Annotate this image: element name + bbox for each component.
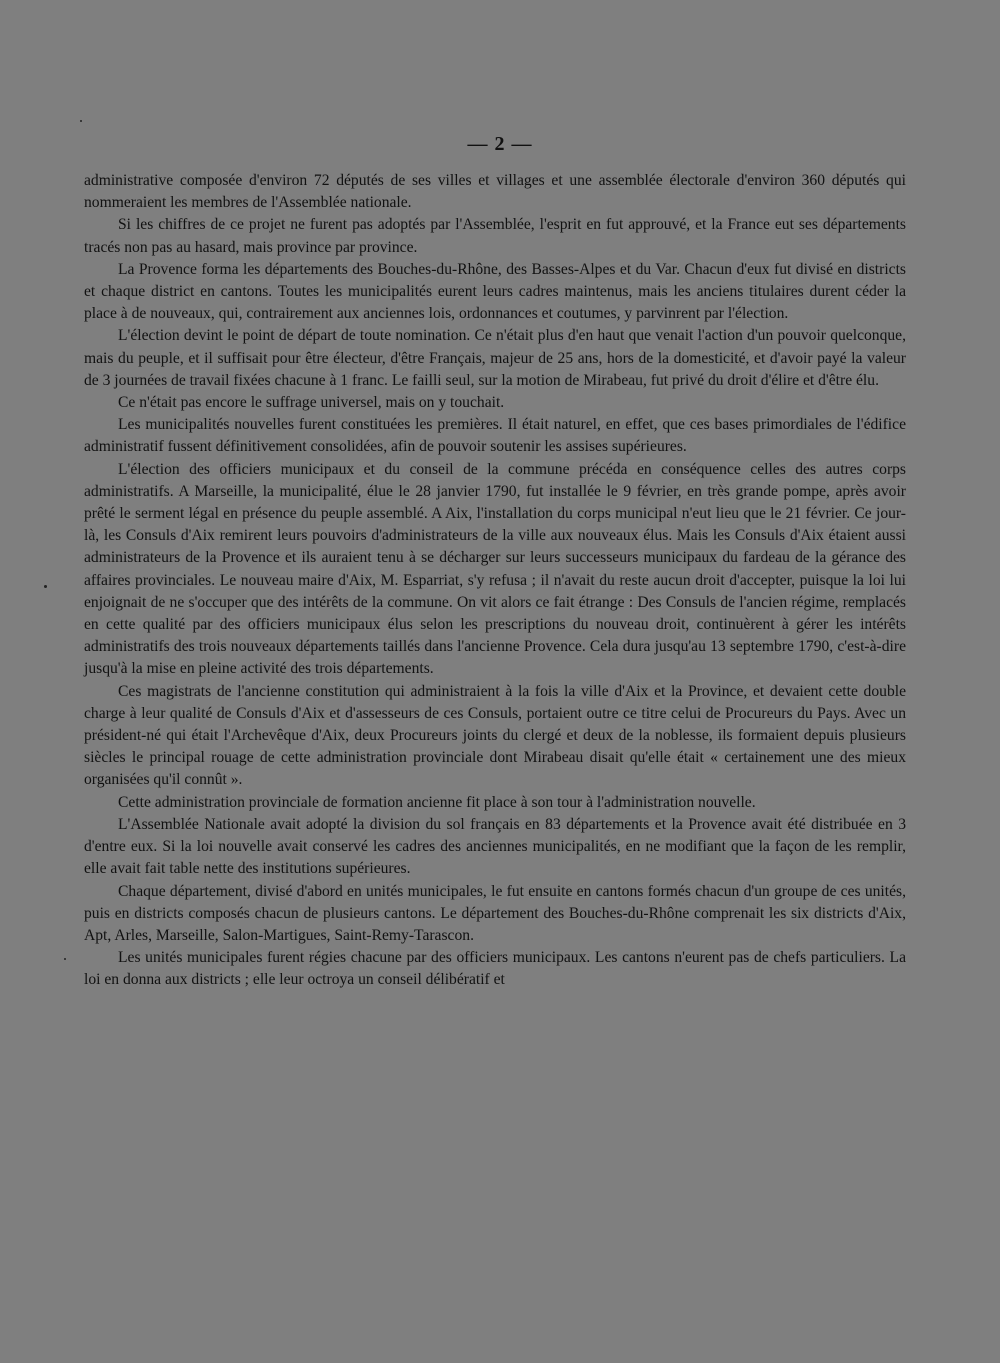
paragraph: L'élection des officiers municipaux et du conseil de la commune précéda en conséquence celles des autres corps administratifs. A Marseille, la municipalité, élue le 28 janvier 1790, fut installée le 9 février, en très grande pompe, après avoir prêté le serment légal en présence du peuple assemblé. A Aix, l'installation du corps municipal n'eut lieu que le 21 février. Ce jour-là, les Consuls d'Aix remirent leurs pouvoirs d'administrateurs de la ville aux nouveaux élus. Mais les Consuls d'Aix étaient aussi administrateurs de la Provence et ils auraient tenu à se décharger sur leurs successeurs municipaux du fardeau de la gérance des affaires provinciales. Le nouveau maire d'Aix, M. Esparriat, s'y refusa ; il n'avait du reste aucun droit d'accepter, puisque la loi lui enjoignait de ne s'occuper que des intérêts de la commune. On vit alors ce fait étrange : Des Consuls de l'ancien régime, remplacés en cette qualité par des officiers municipaux élus selon les prescriptions du nouveau droit, continuèrent à gérer les intérêts administratifs des trois nouveaux départements taillés dans l'ancienne Provence. Cela dura jusqu'au 13 septembre 1790, c'est-à-dire jusqu'à la mise en pleine activité des trois départements.: [84, 460, 906, 678]
page-number: — 2 —: [467, 133, 533, 155]
paragraph: La Provence forma les départements des Bouches-du-Rhône, des Basses-Alpes et du Var. Chacun d'eux fut divisé en districts et chaque district en cantons. Toutes les municipalités eurent leurs cadres maintenus, mais les anciens titulaires durent céder la place à de nouveaux, qui, contrairement aux anciennes lois, ordonnances et coutumes, y parvinrent par l'élection.: [84, 260, 906, 323]
scan-speck: [80, 120, 82, 122]
paragraph: L'élection devint le point de départ de toute nomination. Ce n'était plus d'en haut que venait l'action d'un pouvoir quelconque, mais du peuple, et il suffisait pour être électeur, d'être Français, majeur de 25 ans, hors de la domesticité, et d'avoir payé la valeur de 3 journées de travail fixées chacune à 1 franc. Le failli seul, sur la motion de Mirabeau, fut privé du droit d'élire et d'être élu.: [84, 327, 906, 389]
body-text: [84, 170, 906, 992]
scan-speck: [44, 585, 47, 588]
paragraph: Si les chiffres de ce projet ne furent pas adoptés par l'Assemblée, l'esprit en fut approuvé, et la France eut ses départements tracés non pas au hasard, mais province par province.: [84, 216, 906, 256]
paragraph: Cette administration provinciale de formation ancienne fit place à son tour à l'administration nouvelle.: [118, 793, 756, 811]
scan-speck: [64, 958, 66, 960]
paragraph: administrative composée d'environ 72 députés de ses villes et villages et une assemblée électorale d'environ 360 députés qui nommeraient les membres de l'Assemblée nationale.: [84, 172, 906, 212]
paragraph: Ces magistrats de l'ancienne constitution qui administraient à la fois la ville d'Aix et la Province, et devaient cette double charge à leur qualité de Consuls d'Aix et d'assesseurs de ces Consuls, portaient outre ce titre celui de Procureurs du Pays. Avec un président-né qui était l'Archevêque d'Aix, deux Procureurs joints du clergé et deux de la noblesse, ils formaient depuis plusieurs siècles le principal rouage de cette administration provinciale dont Mirabeau disait qu'elle était « certainement une des mieux organisées qu'il connût ».: [84, 682, 906, 789]
paragraph: Les unités municipales furent régies chacune par des officiers municipaux. Les cantons n'eurent pas de chefs particuliers. La loi en donna aux districts ; elle leur octroya un conseil délibératif et: [84, 949, 906, 989]
paragraph: Les municipalités nouvelles furent constituées les premières. Il était naturel, en effet, que ces bases primordiales de l'édifice administratif fussent définitivement consolidées, afin de pouvoir soutenir les assises supérieures.: [84, 416, 906, 456]
paragraph: L'Assemblée Nationale avait adopté la division du sol français en 83 départements et la Provence avait été distribuée en 3 d'entre eux. Si la loi nouvelle avait conservé les cadres des anciennes municipalités, en ne modifiant que la façon de les remplir, elle avait fait table nette des institutions supérieures.: [84, 815, 906, 878]
paragraph: Chaque département, divisé d'abord en unités municipales, le fut ensuite en cantons formés chacun d'un groupe de ces unités, puis en districts composés chacun de plusieurs cantons. Le département des Bouches-du-Rhône comprenait les six districts d'Aix, Apt, Arles, Marseille, Salon-Martigues, Saint-Remy-Tarascon.: [84, 882, 906, 944]
paragraph: Ce n'était pas encore le suffrage universel, mais on y touchait.: [118, 394, 505, 412]
